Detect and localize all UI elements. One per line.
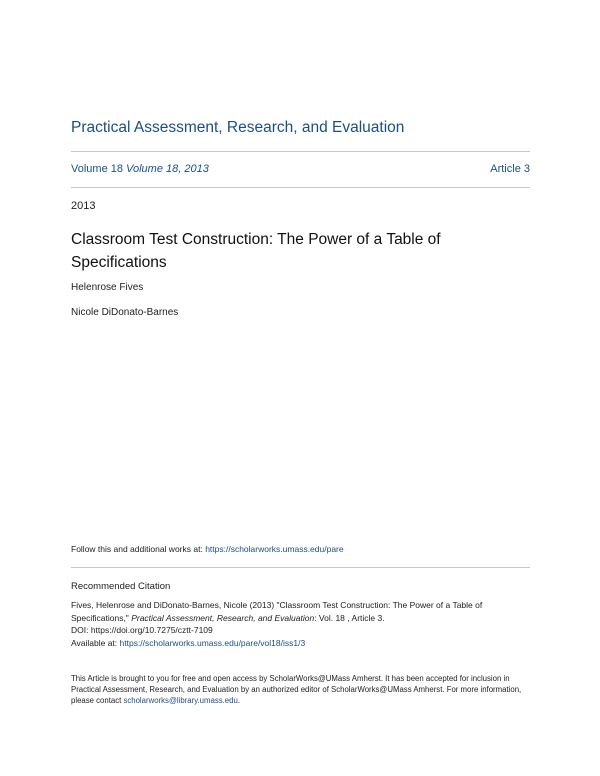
citation-volume: : Vol. 18 , Article 3. bbox=[314, 612, 385, 623]
volume-link[interactable]: Volume 18 bbox=[71, 163, 123, 175]
follow-line bbox=[71, 544, 344, 554]
divider-citation bbox=[71, 567, 530, 568]
paper-title: Classroom Test Construction: The Power of a Table of Specifications bbox=[71, 231, 441, 271]
volume-row bbox=[71, 163, 530, 175]
citation-doi: DOI: https://doi.org/10.7275/cztt-7109 bbox=[71, 625, 213, 635]
contact-email-link[interactable]: scholarworks@library.umass.edu bbox=[123, 696, 238, 706]
available-label: Available at: bbox=[71, 637, 120, 648]
citation-block bbox=[71, 599, 533, 649]
citation-journal: Practical Assessment, Research, and Evaluation bbox=[131, 612, 315, 623]
access-notice-text: This Article is brought to you for free and open access by ScholarWorks@UMass Amherst. It has been accepted for inclusion in Practical Assessment, Research, and Evaluation by an authorized editor of ScholarWorks@UMass Amherst. For more information, please contact bbox=[71, 674, 522, 706]
available-link[interactable]: https://scholarworks.umass.edu/pare/vol18/iss1/3 bbox=[119, 637, 306, 648]
recommended-citation-heading: Recommended Citation bbox=[71, 581, 171, 592]
divider-top bbox=[71, 151, 530, 152]
publication-year: 2013 bbox=[71, 200, 96, 212]
access-notice-end: . bbox=[237, 696, 240, 706]
follow-link[interactable]: https://scholarworks.umass.edu/pare bbox=[205, 544, 344, 554]
citation-text: Fives, Helenrose and DiDonato-Barnes, Nicole (2013) "Classroom Test Construction: The Power of a Table of Specifications," bbox=[71, 600, 483, 623]
author-2: Nicole DiDonato-Barnes bbox=[71, 307, 179, 318]
follow-text: Follow this and additional works at: bbox=[71, 544, 206, 554]
divider-volume bbox=[71, 187, 530, 188]
author-1: Helenrose Fives bbox=[71, 282, 144, 293]
volume-issue-link[interactable]: Volume 18, 2013 bbox=[126, 163, 209, 175]
article-link[interactable]: Article 3 bbox=[490, 163, 530, 175]
journal-title-link[interactable]: Practical Assessment, Research, and Evaluation bbox=[71, 119, 405, 136]
access-notice bbox=[71, 673, 533, 707]
